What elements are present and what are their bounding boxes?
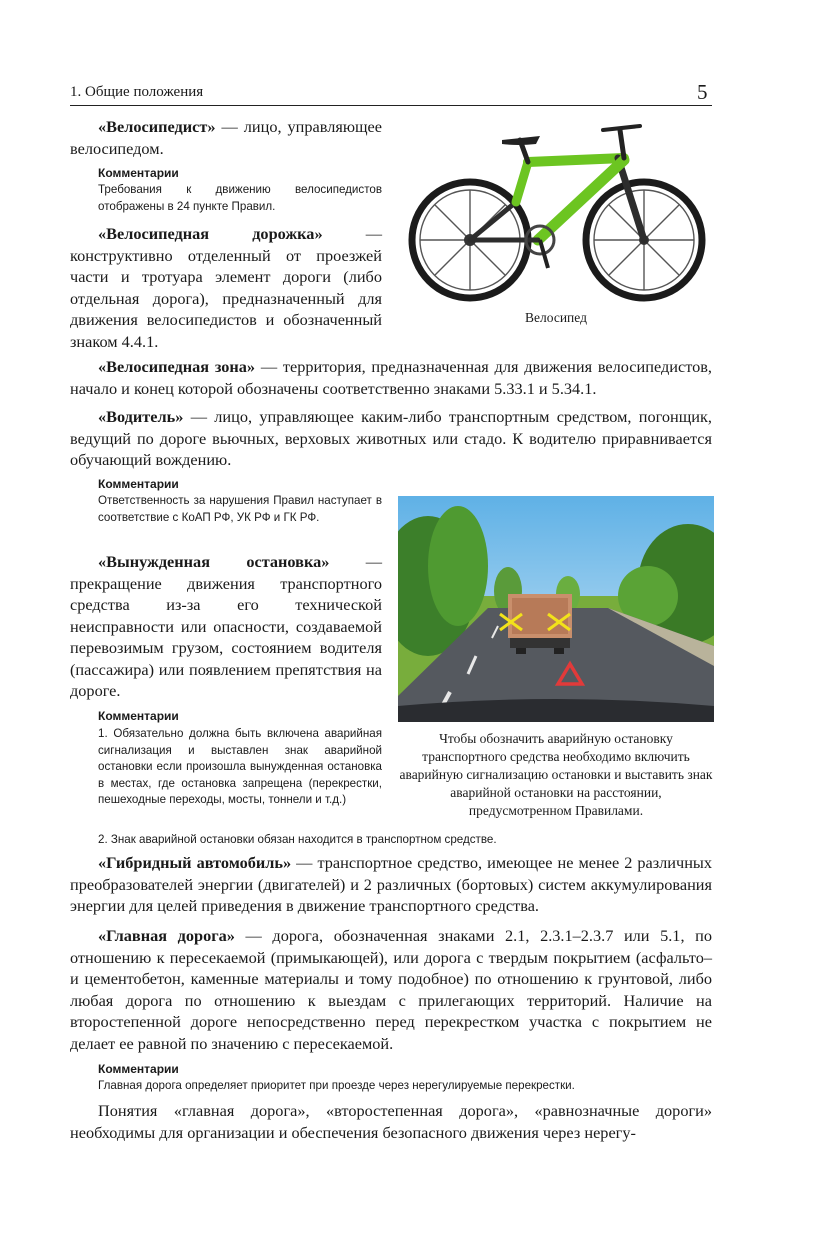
comment-forced-stop-2: 2. Знак аварийной остановки обязан находится в транспортном средстве. (98, 833, 497, 846)
comment-heading: Комментарии (98, 709, 179, 723)
running-header: 1. Общие положения (70, 84, 204, 100)
comment-heading: Комментарии (98, 477, 179, 491)
term-bike-zone (70, 356, 712, 399)
term-hybrid-title: «Гибридный автомобиль» (98, 853, 292, 872)
term-main-road (70, 925, 712, 1054)
term-cyclist (70, 116, 382, 159)
term-bike-path-text: — конструктивно отделенный от проезжей части и тротуара элемент дороги (либо отдельная дорога), предназначенный для движения велосипедистов и обозначенный знаком 4.4.1. (70, 224, 382, 351)
comment-heading: Комментарии (98, 1062, 179, 1076)
term-main-road-text: — дорога, обозначенная знаками 2.1, 2.3.1–2.3.7 или 5.1, по отношению к пересекаемой (примыкающей), или дорога с твердым покрытием (асфальто– и цементобетон, каменные материалы и тому подобное) по отношению к грунтовой, либо любая дорога по отношению к выездам с прилегающих территорий. Наличие на второстепенной дороге непосредственно перед перекрестком участка с покрытием не делает ее равной по значению с пересекаемой. (70, 926, 712, 1053)
bicycle-illustration (398, 112, 714, 304)
comment-driver: Ответственность за нарушения Правил наступает в соответствие с КоАП РФ, УК РФ и ГК РФ. (98, 494, 382, 524)
term-main-road-title: «Главная дорога» (98, 926, 235, 945)
term-cyclist-title: «Велосипедист» (98, 117, 216, 136)
term-driver-text: — лицо, управляющее каким-либо транспортным средством, погонщик, ведущий по дороге вьючных, верховых животных или стадо. К водителю приравнивается обучающий вождению. (70, 407, 712, 469)
term-driver (70, 406, 712, 471)
road-caption: Чтобы обозначить аварийную остановку транспортного средства необходимо включить аварийную сигнализацию остановки и выставить знак аварийной остановки на расстоянии, предусмотренном Правилами. (399, 731, 713, 818)
term-forced-stop-text: — прекращение движения транспортного средства из-за его технической неисправности или опасности, создаваемой перевозимым грузом, состоянием водителя (пассажира) или появлением препятствия на дороге. (70, 552, 382, 700)
road-illustration (398, 496, 714, 722)
page-number: 5 (697, 80, 708, 104)
bicycle-caption: Велосипед (525, 310, 587, 325)
term-hybrid-text: — транспортное средство, имеющее не менее 2 различных преобразователей энергии (двигателей) и 2 различных (бортовых) систем аккумулирования энергии для целей приведения в движение транспортного средства. (70, 853, 712, 915)
term-hybrid (70, 852, 712, 917)
term-forced-stop-title: «Вынужденная остановка» (98, 552, 330, 571)
comment-heading: Комментарии (98, 166, 179, 180)
comment-main-road: Главная дорога определяет приоритет при проезде через нерегулируемые перекрестки. (98, 1079, 575, 1092)
term-driver-title: «Водитель» (98, 407, 184, 426)
term-bike-path-title: «Велосипедная дорожка» (98, 224, 323, 243)
term-cyclist-text: — лицо, управляющее велосипедом. (70, 117, 382, 158)
concepts-paragraph: Понятия «главная дорога», «второстепенная дорога», «равнозначные дороги» необходимы для организации и обеспечения безопасного движения через нерегу- (70, 1101, 712, 1142)
term-forced-stop (70, 551, 382, 702)
term-bike-zone-title: «Велосипедная зона» (98, 357, 256, 376)
header-rule (70, 105, 712, 106)
comment-cyclist: Требования к движению велосипедистов отображены в 24 пункте Правил. (98, 183, 382, 213)
term-bike-path (70, 223, 382, 352)
comment-forced-stop-1: 1. Обязательно должна быть включена аварийная сигнализация и выставлен знак аварийной остановки если произошла вынужденная остановка в местах, где остановка запрещена (перекрестки, пешеходные переходы, мосты, тоннели и т.д.) (98, 727, 382, 806)
term-bike-zone-text: — территория, предназначенная для движения велосипедистов, начало и конец которой обозначены соответственно знаками 5.33.1 и 5.34.1. (70, 357, 712, 398)
